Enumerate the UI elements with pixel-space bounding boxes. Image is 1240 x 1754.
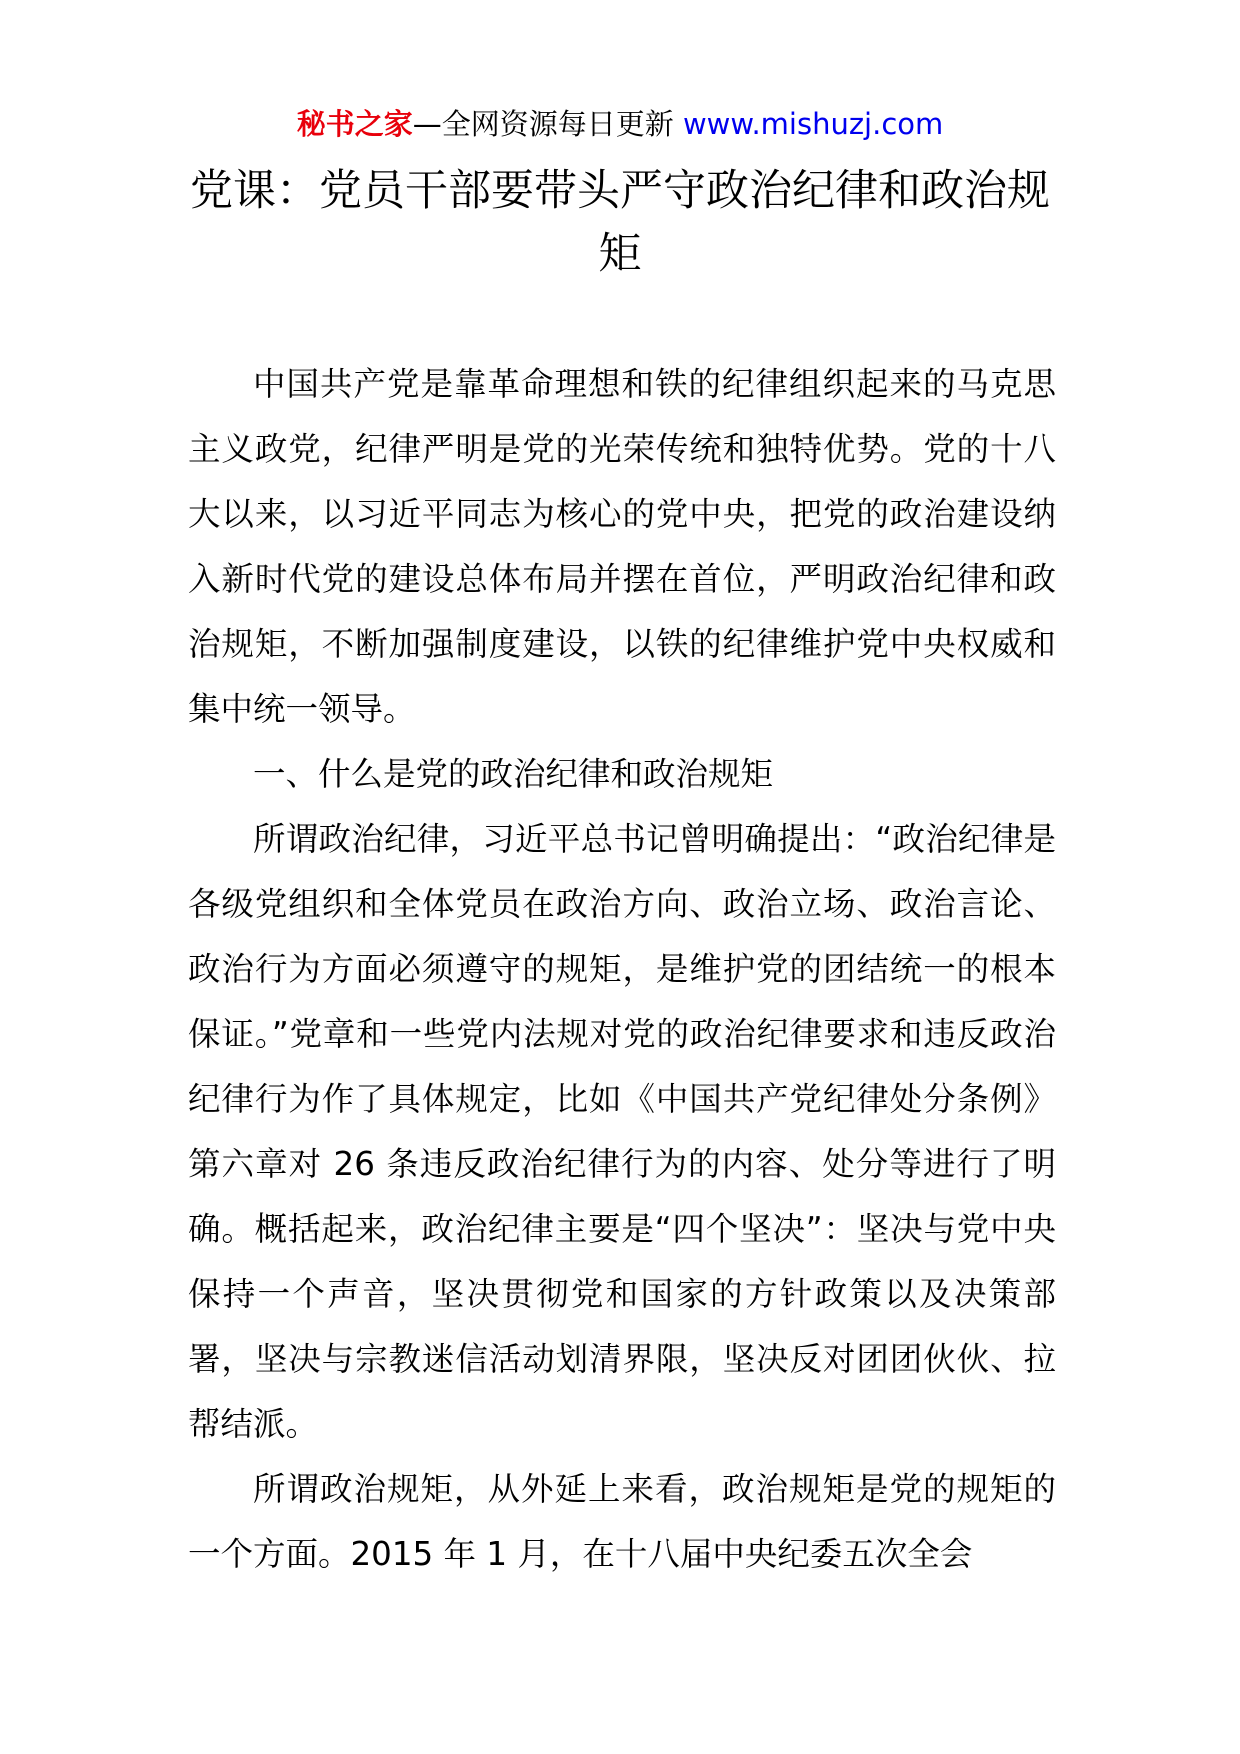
site-header xyxy=(0,104,1240,144)
document-body xyxy=(188,352,1056,1587)
paragraph-intro: 中国共产党是靠革命理想和铁的纪律组织起来的马克思主义政党，纪律严明是党的光荣传统和独特优势。党的十八大以来，以习近平同志为核心的党中央，把党的政治建设纳入新时代党的建设总体布局并摆在首位，严明政治纪律和政治规矩，不断加强制度建设，以铁的纪律维护党中央权威和集中统一领导。 xyxy=(188,365,1056,728)
site-url-link[interactable]: www.mishuzj.com xyxy=(682,107,944,141)
brand-name: 秘书之家 xyxy=(296,107,413,141)
document-title: 党课：党员干部要带头严守政治纪律和政治规矩 xyxy=(190,166,1050,279)
paragraph-political-rules: 所谓政治规矩，从外延上来看，政治规矩是党的规矩的一个方面。2015 年 1 月，在十八届中央纪委五次全会 xyxy=(188,1470,1056,1573)
header-tagline: —全网资源每日更新 xyxy=(412,107,674,141)
paragraph-political-discipline: 所谓政治纪律，习近平总书记曾明确提出：“政治纪律是各级党组织和全体党员在政治方向、政治立场、政治言论、政治行为方面必须遵守的规矩，是维护党的团结统一的根本保证。”党章和一些党内法规对党的政治纪律要求和违反政治纪律行为作了具体规定，比如《中国共产党纪律处分条例》第六章对 26 条违反政治纪律行为的内容、处分等进行了明确。概括起来，政治纪律主要是“四个坚决”：坚决与党中央保持一个声音，坚决贯彻党和国家的方针政策以及决策部署，坚决与宗教迷信活动划清界限，坚决反对团团伙伙、拉帮结派。 xyxy=(188,820,1056,1443)
section-heading: 一、什么是党的政治纪律和政治规矩 xyxy=(253,755,774,793)
